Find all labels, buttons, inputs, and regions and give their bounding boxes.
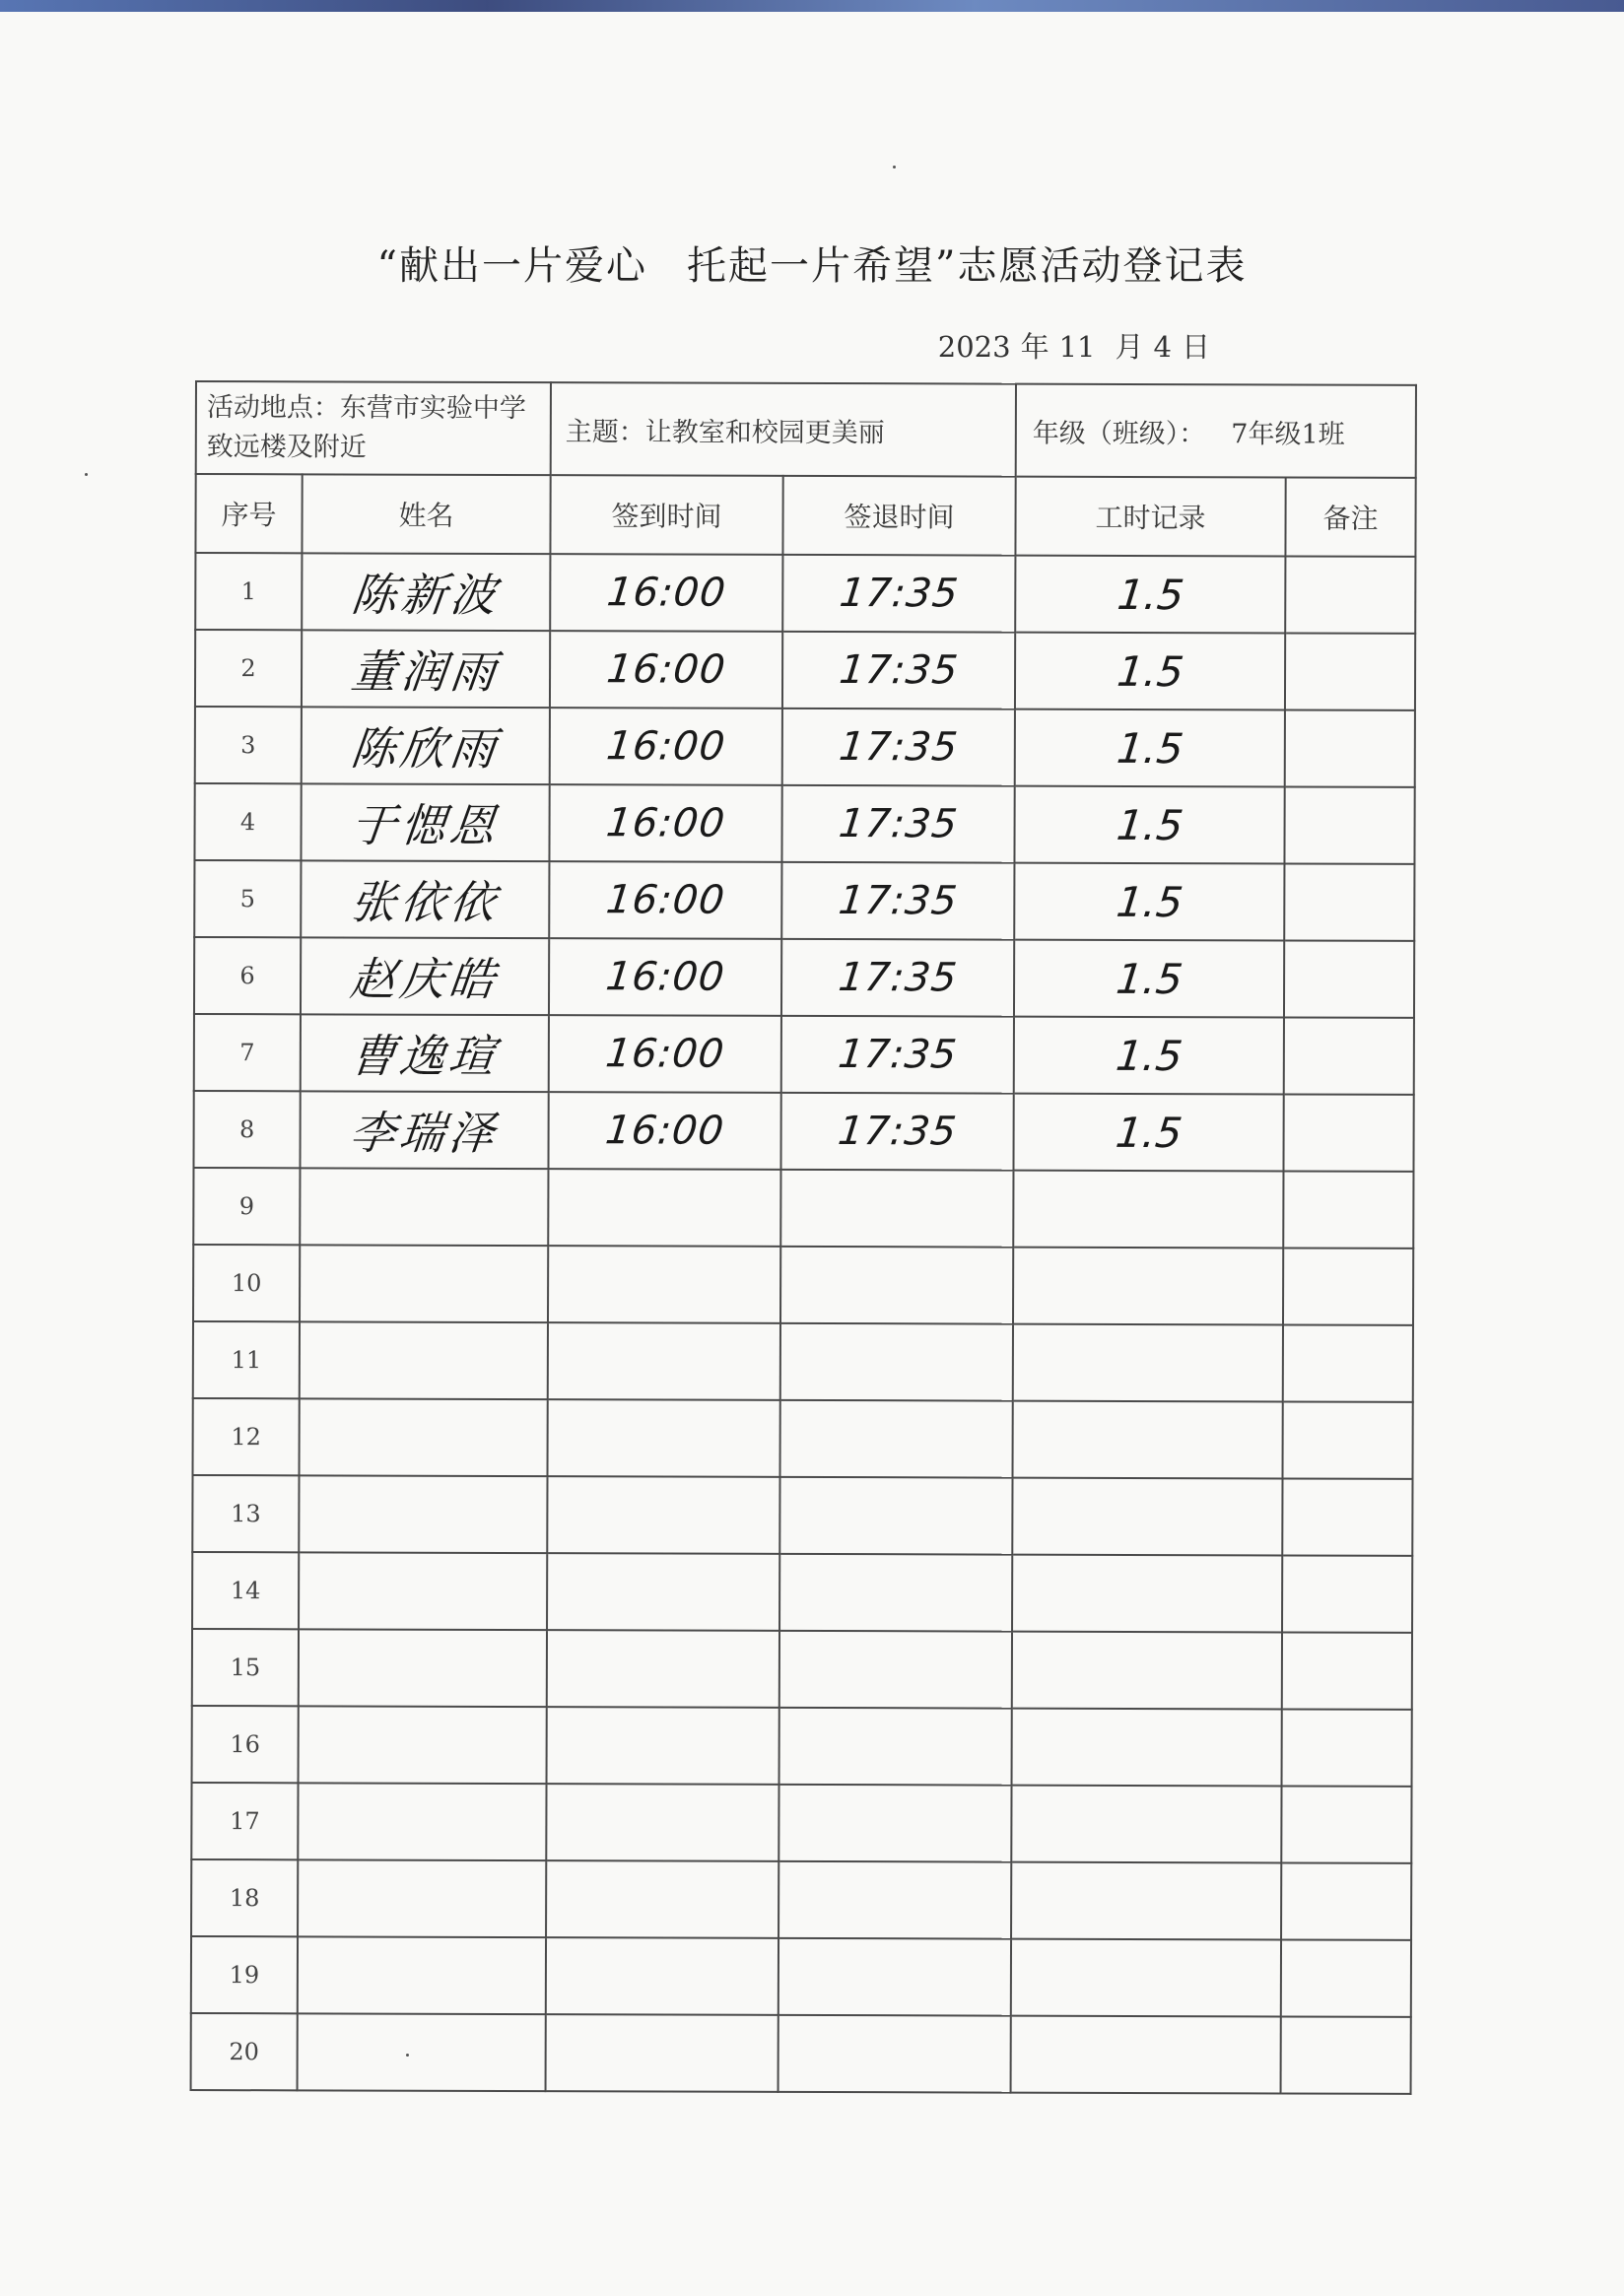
row-sign-in: 16:00 (603, 877, 727, 923)
row-seq-cell (193, 1321, 300, 1398)
table-header-row (195, 474, 1415, 557)
table-row (193, 1168, 1413, 1249)
activity-location: 活动地点：东营市实验中学致远楼及附近 (196, 381, 551, 475)
row-seq: 20 (229, 2038, 259, 2066)
row-name-cell (299, 1629, 547, 1707)
table-row (194, 937, 1414, 1018)
row-hours-cell (1014, 786, 1284, 864)
row-sign-in-cell (549, 938, 781, 1016)
row-sign-in-cell (549, 784, 781, 862)
row-seq-cell (193, 1168, 300, 1245)
row-seq: 13 (231, 1500, 261, 1528)
row-note-cell (1282, 1632, 1412, 1709)
row-seq-cell (195, 553, 302, 630)
row-sign-in-cell (547, 1553, 779, 1631)
table-body (191, 553, 1416, 2094)
row-name-cell (300, 1245, 548, 1322)
row-seq: 10 (231, 1269, 262, 1298)
date-month: 11 (1058, 330, 1096, 364)
row-sign-out-cell (781, 785, 1014, 863)
row-note-cell (1281, 1862, 1411, 1939)
row-name: 李瑞泽 (347, 1106, 502, 1160)
row-sign-in: 16:00 (604, 723, 728, 770)
row-name-cell (300, 1091, 548, 1169)
row-sign-out-cell (778, 1938, 1011, 2016)
table-row (194, 860, 1414, 941)
row-hours-cell (1014, 1017, 1284, 1095)
row-note-cell (1284, 786, 1414, 863)
row-sign-in-cell (547, 1476, 779, 1554)
table-row (195, 707, 1415, 787)
row-name-cell (300, 1398, 548, 1476)
row-sign-in-cell (546, 1937, 778, 2015)
row-note-cell (1281, 2016, 1411, 2093)
header-hours: 工时记录 (1015, 477, 1285, 557)
table-row (191, 1936, 1411, 2017)
paper-speck (893, 166, 896, 169)
row-hours-cell (1012, 1478, 1282, 1556)
row-seq: 16 (230, 1730, 260, 1759)
row-seq-cell (194, 783, 301, 860)
info-row (196, 381, 1416, 478)
row-seq: 19 (229, 1961, 260, 1990)
row-note-cell (1285, 556, 1415, 633)
row-sign-out-cell (781, 862, 1014, 940)
row-sign-in-cell (548, 1169, 780, 1247)
row-note-cell (1282, 1555, 1412, 1632)
row-sign-out-cell (782, 555, 1015, 633)
row-sign-in-cell (549, 861, 781, 939)
row-name-cell (301, 783, 549, 861)
row-seq: 9 (238, 1192, 255, 1221)
row-name-cell (299, 1552, 547, 1630)
row-hours-cell (1012, 1555, 1282, 1633)
row-hours: 1.5 (1113, 1108, 1184, 1157)
row-seq-cell (193, 1398, 300, 1475)
row-note-cell (1282, 1709, 1412, 1786)
row-sign-out-cell (778, 1861, 1011, 1939)
row-hours: 1.5 (1114, 723, 1185, 773)
row-name-cell (298, 1936, 546, 2014)
table-row (193, 1091, 1413, 1172)
row-hours: 1.5 (1115, 570, 1186, 619)
row-seq: 4 (239, 808, 256, 837)
grade-label: 年级（班级）： (1032, 418, 1206, 449)
row-sign-out: 17:35 (836, 1032, 960, 1078)
activity-grade (1016, 384, 1416, 478)
row-name-cell (301, 937, 549, 1015)
row-note-cell (1281, 1786, 1411, 1862)
row-hours-cell (1013, 1401, 1283, 1479)
table-row (193, 1245, 1413, 1325)
title-part-1: “献出一片爱心 (376, 243, 647, 289)
row-sign-in-cell (548, 1246, 780, 1323)
row-hours-cell (1014, 863, 1284, 941)
row-sign-out: 17:35 (836, 878, 960, 924)
header-note: 备注 (1285, 477, 1415, 556)
row-hours-cell (1013, 1248, 1283, 1325)
row-sign-in-cell (550, 708, 782, 785)
row-seq-cell (195, 707, 302, 783)
row-seq: 11 (231, 1346, 262, 1375)
row-sign-in-cell (550, 631, 782, 709)
activity-theme: 主题：让教室和校园更美丽 (551, 382, 1016, 476)
row-seq-cell (191, 1783, 298, 1859)
row-seq: 7 (239, 1039, 255, 1067)
table-row (191, 1859, 1411, 1940)
row-hours-cell (1012, 1632, 1282, 1710)
row-sign-out-cell (778, 1785, 1011, 1862)
date-month-unit: 月 (1115, 330, 1144, 364)
row-sign-in-cell (547, 1630, 779, 1708)
row-sign-out-cell (781, 939, 1014, 1017)
row-sign-out: 17:35 (836, 801, 961, 847)
registration-table (190, 380, 1417, 2095)
row-note-cell (1283, 1248, 1413, 1324)
row-sign-out-cell (780, 1093, 1013, 1171)
row-name-cell (299, 1475, 547, 1553)
date-year: 2023 (937, 330, 1011, 364)
row-name-cell (299, 1706, 547, 1784)
scan-edge (0, 0, 1624, 12)
row-hours: 1.5 (1115, 646, 1186, 696)
row-note-cell (1283, 1401, 1413, 1478)
header-seq: 序号 (195, 474, 302, 553)
row-note-cell (1282, 1478, 1412, 1555)
table-row (193, 1398, 1413, 1479)
row-sign-out-cell (779, 1477, 1012, 1555)
row-sign-out: 17:35 (836, 955, 960, 1001)
row-hours-cell (1014, 940, 1284, 1018)
row-sign-out-cell (779, 1631, 1012, 1709)
row-note-cell (1283, 1324, 1413, 1401)
document-date (938, 325, 1210, 366)
row-note-cell (1283, 1171, 1413, 1248)
row-seq: 3 (240, 731, 256, 760)
row-seq-cell (194, 937, 301, 1014)
row-sign-in-cell (548, 1322, 780, 1400)
row-sign-in-cell (549, 1015, 781, 1093)
header-sign-in: 签到时间 (550, 475, 782, 555)
row-seq: 2 (240, 654, 256, 683)
row-sign-in: 16:00 (604, 646, 728, 693)
row-sign-out-cell (780, 1400, 1013, 1478)
row-name-cell (298, 2013, 546, 2091)
row-sign-out-cell (780, 1247, 1013, 1324)
row-sign-in-cell (546, 1784, 778, 1861)
row-hours: 1.5 (1114, 800, 1185, 849)
row-name-cell (302, 553, 550, 631)
row-hours-cell (1012, 1709, 1282, 1787)
row-seq-cell (191, 1859, 298, 1936)
header-sign-out: 签退时间 (782, 476, 1015, 556)
row-sign-in: 16:00 (604, 570, 728, 616)
table-row (194, 1014, 1414, 1095)
row-name: 董润雨 (348, 644, 503, 699)
document-title (0, 235, 1624, 291)
row-sign-in-cell (548, 1399, 780, 1477)
row-sign-out-cell (778, 2015, 1011, 2093)
row-sign-out: 17:35 (837, 724, 961, 771)
row-seq-cell (192, 1475, 299, 1552)
row-sign-in: 16:00 (603, 1031, 727, 1077)
row-hours: 1.5 (1114, 954, 1185, 1003)
table-row (191, 1783, 1411, 1863)
table-row (192, 1629, 1412, 1710)
row-sign-in: 16:00 (603, 954, 727, 1000)
row-seq-cell (194, 860, 301, 937)
row-name-cell (301, 1014, 549, 1092)
row-sign-in: 16:00 (602, 1108, 727, 1154)
table-row (192, 1552, 1412, 1633)
row-name: 赵庆皓 (347, 952, 502, 1006)
row-name-cell (300, 1321, 548, 1399)
row-seq-cell (192, 1552, 299, 1629)
row-name-cell (298, 1859, 546, 1937)
row-sign-out: 17:35 (837, 647, 961, 694)
row-sign-in-cell (547, 1707, 779, 1785)
date-day: 4 (1153, 330, 1172, 364)
grade-value: 7年级1班 (1231, 418, 1345, 450)
date-year-unit: 年 (1020, 330, 1049, 364)
row-note-cell (1284, 940, 1414, 1017)
row-hours-cell (1013, 1171, 1283, 1249)
table-row (191, 2013, 1411, 2094)
row-seq-cell (192, 1706, 299, 1783)
table-row (195, 553, 1415, 634)
row-name-cell (301, 860, 549, 938)
row-note-cell (1285, 709, 1415, 786)
row-name-cell (302, 630, 550, 708)
row-note-cell (1283, 1094, 1413, 1171)
row-sign-in-cell (550, 554, 782, 632)
row-sign-in-cell (546, 2014, 778, 2092)
row-seq-cell (193, 1091, 300, 1168)
header-name: 姓名 (302, 474, 550, 554)
row-seq: 18 (229, 1884, 260, 1913)
row-seq: 14 (230, 1577, 261, 1605)
row-note-cell (1284, 1017, 1414, 1094)
row-hours-cell (1011, 1862, 1281, 1940)
row-seq-cell (195, 630, 302, 707)
title-part-2: 托起一片希望”志愿活动登记表 (687, 243, 1248, 289)
table-row (195, 630, 1415, 710)
row-hours: 1.5 (1114, 877, 1185, 926)
paper-speck (85, 473, 88, 476)
row-sign-in: 16:00 (603, 800, 728, 846)
row-hours-cell (1011, 2016, 1281, 2094)
row-sign-out-cell (779, 1554, 1012, 1632)
row-sign-out-cell (782, 632, 1015, 709)
row-sign-out-cell (780, 1323, 1013, 1401)
table-row (194, 783, 1414, 864)
table-row (193, 1321, 1413, 1402)
row-seq: 6 (239, 962, 255, 990)
table-row (192, 1475, 1412, 1556)
date-day-unit: 日 (1181, 330, 1210, 364)
row-seq: 1 (240, 577, 257, 606)
row-seq-cell (194, 1014, 301, 1091)
row-seq: 12 (231, 1423, 261, 1452)
row-hours-cell (1015, 709, 1285, 787)
row-name-cell (298, 1783, 546, 1860)
row-name: 陈欣雨 (348, 721, 503, 776)
row-seq: 5 (239, 885, 256, 913)
row-name: 陈新波 (349, 568, 503, 622)
row-sign-out: 17:35 (837, 571, 961, 617)
row-sign-out-cell (780, 1170, 1013, 1248)
row-note-cell (1284, 863, 1414, 940)
row-hours-cell (1015, 556, 1285, 634)
row-hours-cell (1015, 633, 1285, 710)
row-hours-cell (1011, 1786, 1281, 1863)
row-name-cell (302, 707, 550, 784)
row-seq-cell (193, 1245, 300, 1321)
row-seq: 15 (230, 1654, 261, 1682)
row-seq: 17 (230, 1807, 260, 1836)
row-name: 于愢恩 (348, 798, 503, 852)
row-hours-cell (1013, 1324, 1283, 1402)
row-name-cell (300, 1168, 548, 1246)
row-seq: 8 (238, 1115, 255, 1144)
row-hours: 1.5 (1113, 1031, 1184, 1080)
row-hours-cell (1013, 1094, 1283, 1172)
row-name: 张依依 (348, 875, 502, 929)
row-seq-cell (191, 2013, 298, 2090)
row-hours-cell (1011, 1939, 1281, 2017)
row-note-cell (1285, 633, 1415, 709)
row-note-cell (1281, 1939, 1411, 2016)
row-sign-out: 17:35 (835, 1109, 960, 1155)
row-sign-out-cell (781, 1016, 1014, 1094)
table-row (192, 1706, 1412, 1787)
row-sign-in-cell (548, 1092, 780, 1170)
row-seq-cell (192, 1629, 299, 1706)
row-sign-out-cell (782, 709, 1015, 786)
row-name: 曹逸瑄 (347, 1029, 502, 1083)
row-sign-in-cell (546, 1860, 778, 1938)
row-seq-cell (191, 1936, 298, 2013)
row-sign-out-cell (779, 1708, 1012, 1786)
